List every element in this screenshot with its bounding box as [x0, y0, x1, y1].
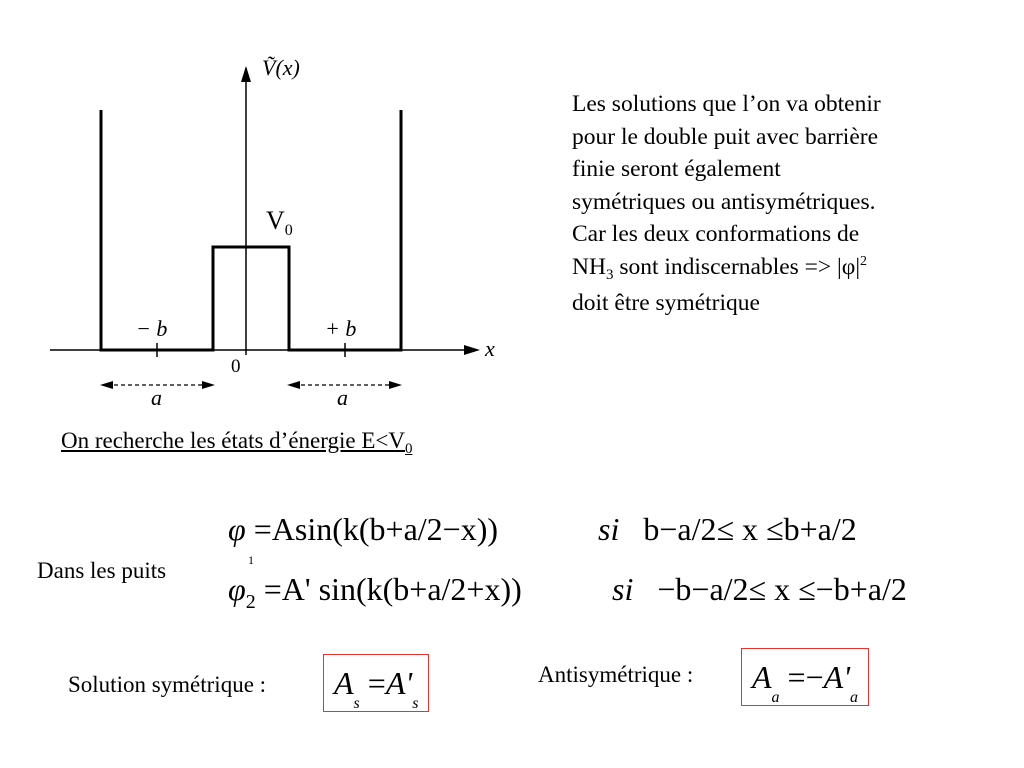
nh3-subscript: 3: [605, 266, 614, 283]
explanation-line-2: pour le double puit avec barrière: [572, 123, 879, 150]
phi1-si: si: [598, 511, 620, 547]
width-arrow-left-head-start: [100, 381, 113, 389]
phi1-symbol: φ: [228, 511, 246, 547]
tick-minus-b-label: − b: [136, 316, 168, 341]
explanation-line-7: doit être symétrique: [572, 290, 760, 316]
nh-text: NH: [572, 253, 606, 280]
potential-profile: [101, 110, 401, 350]
symmetric-equation: $A_s =A'_s$: [334, 664, 419, 712]
explanation-text: [572, 88, 992, 320]
phi1-index: 1: [248, 553, 254, 567]
explanation-line-6: [572, 251, 992, 288]
indiscernable-text: sont indiscernables => |φ|: [613, 253, 861, 280]
phi2-subscript: 2: [245, 591, 256, 613]
caption-subscript: 0: [404, 441, 413, 457]
tick-plus-b-label: + b: [325, 316, 357, 341]
caption-text: On recherche les états d’énergie E<V: [61, 428, 405, 453]
width-arrow-right-head-end: [389, 381, 402, 389]
equation-phi2: [228, 571, 522, 613]
antisymmetric-equation-box: [741, 648, 869, 706]
explanation-line-4: symétriques ou antisymétriques.: [572, 188, 876, 215]
width-label-left: a: [151, 385, 162, 410]
phi2-range: −b−a/2≤ x ≤−b+a/2: [657, 571, 907, 607]
antisymmetric-equation: $A_a =-A'_a$: [752, 658, 859, 706]
antisymmetric-label: Antisymétrique :: [538, 662, 694, 687]
explanation-line-5: Car les deux conformations de: [572, 221, 860, 247]
equation-phi1-condition: [598, 511, 857, 548]
double-well-potential-diagram: [0, 0, 520, 420]
phi-squared-superscript: 2: [860, 253, 868, 269]
phi2-si: si: [612, 571, 634, 607]
origin-label: 0: [231, 356, 241, 377]
explanation-line-1: Les solutions que l’on va obtenir: [572, 91, 881, 117]
phi2-expression: =A' sin(k(b+a/2+x)): [263, 571, 522, 607]
width-arrow-right-head-start: [287, 381, 300, 389]
x-axis-arrow: [464, 345, 480, 355]
wells-label: Dans les puits: [37, 558, 167, 583]
energy-caption: [61, 428, 413, 457]
width-label-right: a: [337, 385, 348, 410]
phi2-symbol: φ: [228, 571, 246, 607]
explanation-line-3: finie seront également: [572, 156, 781, 182]
symmetric-equation-box: [323, 654, 429, 712]
symmetric-label: Solution symétrique :: [68, 672, 267, 697]
x-axis-label: x: [485, 336, 495, 361]
equation-phi1: [228, 511, 498, 548]
y-axis-label: Ṽ(x): [262, 55, 300, 80]
phi1-expression: =Asin(k(b+a/2−x)): [253, 511, 499, 547]
width-arrow-left-head-end: [202, 381, 215, 389]
phi1-range: b−a/2≤ x ≤b+a/2: [643, 511, 857, 547]
equation-phi2-condition: [612, 571, 907, 608]
y-axis-arrow: [241, 66, 251, 82]
barrier-height-label: $V_0$: [266, 206, 293, 239]
